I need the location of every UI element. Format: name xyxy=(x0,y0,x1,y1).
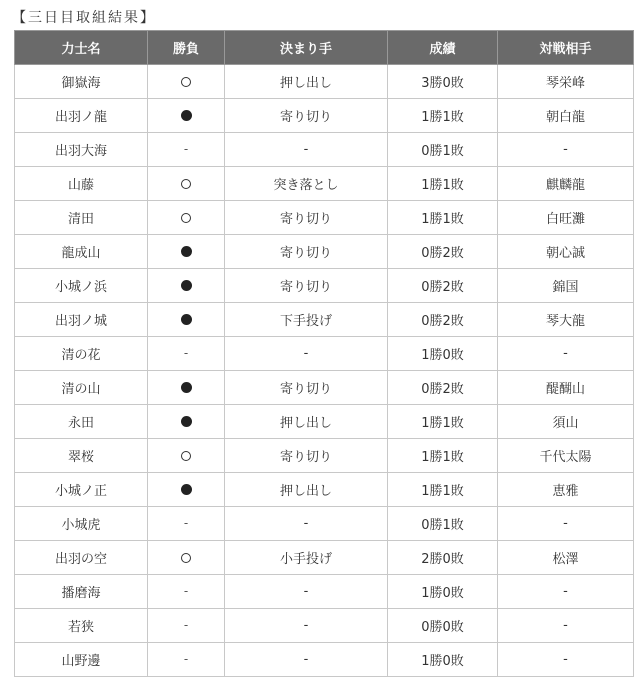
win-circle-icon xyxy=(181,179,191,189)
table-row xyxy=(15,405,634,439)
record-cell: 1勝1敗 xyxy=(388,167,498,201)
header-result: 勝負 xyxy=(148,31,225,65)
technique-cell: 押し出し xyxy=(225,473,388,507)
rikishi-name-cell: 龍成山 xyxy=(15,235,148,269)
record-cell: 1勝0敗 xyxy=(388,643,498,677)
table-row xyxy=(15,269,634,303)
result-cell xyxy=(148,201,225,235)
technique-cell: 寄り切り xyxy=(225,439,388,473)
no-result-dash: - xyxy=(183,346,189,360)
technique-cell: 押し出し xyxy=(225,65,388,99)
table-row xyxy=(15,133,634,167)
result-cell xyxy=(148,133,225,167)
technique-cell: 押し出し xyxy=(225,405,388,439)
header-technique: 決まり手 xyxy=(225,31,388,65)
result-cell xyxy=(148,439,225,473)
record-cell: 1勝1敗 xyxy=(388,439,498,473)
result-cell xyxy=(148,473,225,507)
opponent-cell: - xyxy=(498,337,634,371)
record-cell: 0勝2敗 xyxy=(388,269,498,303)
opponent-cell: - xyxy=(498,575,634,609)
technique-cell: 寄り切り xyxy=(225,269,388,303)
rikishi-name-cell: 御嶽海 xyxy=(15,65,148,99)
loss-filled-circle-icon xyxy=(181,484,192,495)
record-cell: 1勝1敗 xyxy=(388,405,498,439)
rikishi-name-cell: 若狭 xyxy=(15,609,148,643)
no-result-dash: - xyxy=(183,516,189,530)
loss-filled-circle-icon xyxy=(181,110,192,121)
table-row xyxy=(15,337,634,371)
opponent-cell: 琴栄峰 xyxy=(498,65,634,99)
record-cell: 1勝1敗 xyxy=(388,201,498,235)
record-cell: 1勝1敗 xyxy=(388,473,498,507)
technique-cell: - xyxy=(225,337,388,371)
table-row xyxy=(15,65,634,99)
opponent-cell: - xyxy=(498,609,634,643)
result-cell xyxy=(148,99,225,133)
win-circle-icon xyxy=(181,77,191,87)
rikishi-name-cell: 小城ノ浜 xyxy=(15,269,148,303)
opponent-cell: 錦国 xyxy=(498,269,634,303)
result-cell xyxy=(148,303,225,337)
opponent-cell: 千代太陽 xyxy=(498,439,634,473)
rikishi-name-cell: 出羽ノ龍 xyxy=(15,99,148,133)
record-cell: 1勝0敗 xyxy=(388,337,498,371)
results-table-header xyxy=(15,31,634,65)
technique-cell: 突き落とし xyxy=(225,167,388,201)
result-cell xyxy=(148,167,225,201)
opponent-cell: 恵雅 xyxy=(498,473,634,507)
opponent-cell: 白旺灘 xyxy=(498,201,634,235)
record-cell: 0勝2敗 xyxy=(388,303,498,337)
results-table-body xyxy=(15,65,634,677)
rikishi-name-cell: 山藤 xyxy=(15,167,148,201)
opponent-cell: 朝心誠 xyxy=(498,235,634,269)
record-cell: 1勝1敗 xyxy=(388,99,498,133)
result-cell xyxy=(148,405,225,439)
header-rikishi-name: 力士名 xyxy=(15,31,148,65)
table-row xyxy=(15,371,634,405)
result-cell xyxy=(148,643,225,677)
no-result-dash: - xyxy=(183,652,189,666)
table-row xyxy=(15,541,634,575)
record-cell: 0勝1敗 xyxy=(388,507,498,541)
no-result-dash: - xyxy=(183,618,189,632)
rikishi-name-cell: 山野邊 xyxy=(15,643,148,677)
opponent-cell: 須山 xyxy=(498,405,634,439)
table-row xyxy=(15,201,634,235)
win-circle-icon xyxy=(181,213,191,223)
no-result-dash: - xyxy=(183,142,189,156)
rikishi-name-cell: 出羽大海 xyxy=(15,133,148,167)
rikishi-name-cell: 出羽の空 xyxy=(15,541,148,575)
opponent-cell: 朝白龍 xyxy=(498,99,634,133)
rikishi-name-cell: 清田 xyxy=(15,201,148,235)
table-row xyxy=(15,303,634,337)
opponent-cell: 麒麟龍 xyxy=(498,167,634,201)
rikishi-name-cell: 小城ノ正 xyxy=(15,473,148,507)
record-cell: 0勝2敗 xyxy=(388,235,498,269)
result-cell xyxy=(148,65,225,99)
loss-filled-circle-icon xyxy=(181,382,192,393)
rikishi-name-cell: 清の山 xyxy=(15,371,148,405)
technique-cell: - xyxy=(225,643,388,677)
table-row xyxy=(15,439,634,473)
result-cell xyxy=(148,507,225,541)
technique-cell: 寄り切り xyxy=(225,201,388,235)
table-row xyxy=(15,507,634,541)
loss-filled-circle-icon xyxy=(181,280,192,291)
result-cell xyxy=(148,575,225,609)
technique-cell: - xyxy=(225,609,388,643)
results-table xyxy=(14,30,634,677)
header-row xyxy=(15,31,634,65)
rikishi-name-cell: 翠桜 xyxy=(15,439,148,473)
table-row xyxy=(15,235,634,269)
technique-cell: 寄り切り xyxy=(225,235,388,269)
table-row xyxy=(15,167,634,201)
page-title: 【三日目取組結果】 xyxy=(12,10,156,26)
header-record: 成績 xyxy=(388,31,498,65)
loss-filled-circle-icon xyxy=(181,416,192,427)
technique-cell: 寄り切り xyxy=(225,99,388,133)
result-cell xyxy=(148,269,225,303)
record-cell: 1勝0敗 xyxy=(388,575,498,609)
rikishi-name-cell: 小城虎 xyxy=(15,507,148,541)
opponent-cell: - xyxy=(498,643,634,677)
record-cell: 3勝0敗 xyxy=(388,65,498,99)
table-row xyxy=(15,99,634,133)
result-cell xyxy=(148,235,225,269)
result-cell xyxy=(148,371,225,405)
win-circle-icon xyxy=(181,553,191,563)
loss-filled-circle-icon xyxy=(181,314,192,325)
opponent-cell: - xyxy=(498,507,634,541)
table-row xyxy=(15,575,634,609)
technique-cell: - xyxy=(225,575,388,609)
win-circle-icon xyxy=(181,451,191,461)
header-opponent: 対戦相手 xyxy=(498,31,634,65)
record-cell: 2勝0敗 xyxy=(388,541,498,575)
technique-cell: 小手投げ xyxy=(225,541,388,575)
opponent-cell: 琴大龍 xyxy=(498,303,634,337)
rikishi-name-cell: 播磨海 xyxy=(15,575,148,609)
record-cell: 0勝0敗 xyxy=(388,609,498,643)
record-cell: 0勝2敗 xyxy=(388,371,498,405)
opponent-cell: - xyxy=(498,133,634,167)
table-row xyxy=(15,609,634,643)
table-row xyxy=(15,473,634,507)
rikishi-name-cell: 永田 xyxy=(15,405,148,439)
opponent-cell: 松澤 xyxy=(498,541,634,575)
loss-filled-circle-icon xyxy=(181,246,192,257)
technique-cell: - xyxy=(225,507,388,541)
opponent-cell: 醍醐山 xyxy=(498,371,634,405)
result-cell xyxy=(148,541,225,575)
rikishi-name-cell: 清の花 xyxy=(15,337,148,371)
no-result-dash: - xyxy=(183,584,189,598)
technique-cell: 下手投げ xyxy=(225,303,388,337)
technique-cell: 寄り切り xyxy=(225,371,388,405)
rikishi-name-cell: 出羽ノ城 xyxy=(15,303,148,337)
technique-cell: - xyxy=(225,133,388,167)
result-cell xyxy=(148,609,225,643)
result-cell xyxy=(148,337,225,371)
record-cell: 0勝1敗 xyxy=(388,133,498,167)
table-row xyxy=(15,643,634,677)
